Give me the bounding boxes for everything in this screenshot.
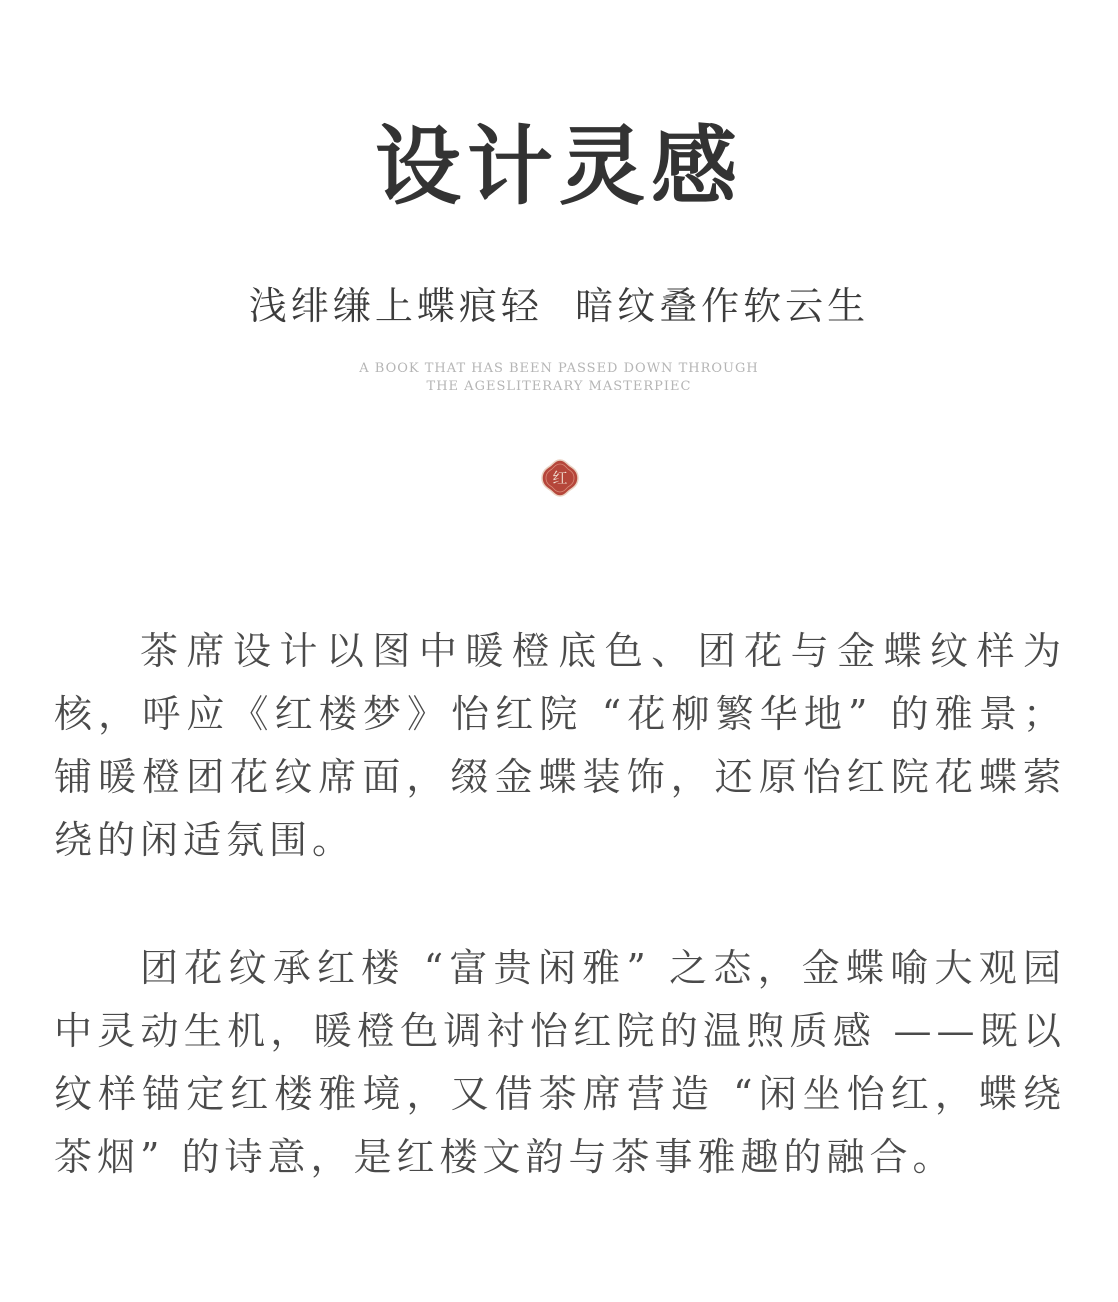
- english-caption-line-2: THE AGESLITERARY MASTERPIEC: [426, 379, 692, 394]
- paragraph-1: 茶席设计以图中暖橙底色、团花与金蝶纹样为核，呼应《红楼梦》怡红院 “花柳繁华地” 的雅景；铺暖橙团花纹席面，缀金蝶装饰，还原怡红院花蝶萦绕的闲适氛围。: [54, 629, 1066, 862]
- english-caption: [0, 360, 1118, 396]
- red-seal-icon: [540, 458, 580, 498]
- english-caption-line-1: A BOOK THAT HAS BEEN PASSED DOWN THROUGH: [359, 361, 759, 376]
- seal-character: 红: [552, 469, 568, 487]
- poem-subtitle: 浅绯缣上蝶痕轻 暗纹叠作软云生: [248, 284, 870, 328]
- page-title: 设计灵感: [375, 116, 743, 217]
- paragraph-2: 团花纹承红楼 “富贵闲雅” 之态，金蝶喻大观园中灵动生机，暖橙色调衬怡红院的温煦质感 ——既以纹样锚定红楼雅境，又借茶席营造 “闲坐怡红，蝶绕茶烟” 的诗意，是红楼文韵与茶事雅趣的融合。: [54, 946, 1066, 1179]
